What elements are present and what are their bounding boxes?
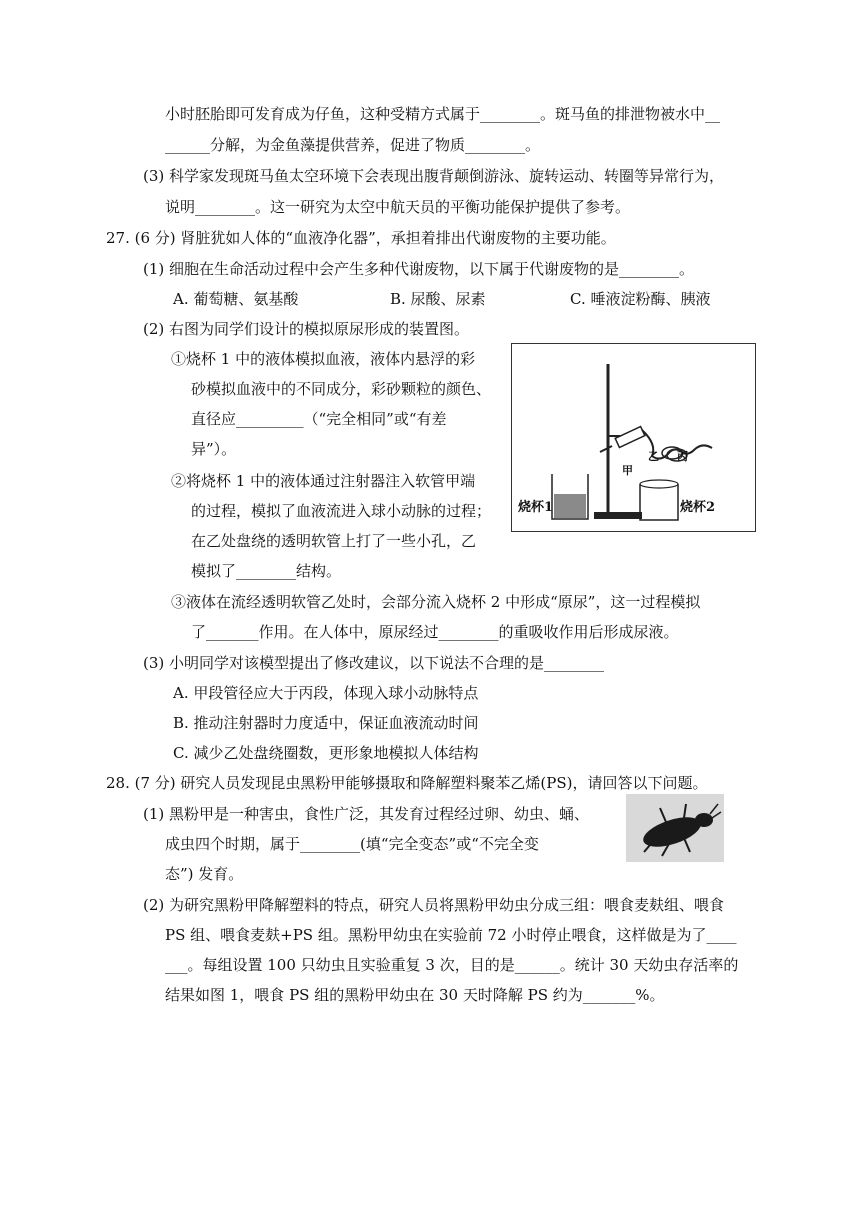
text-line: ③液体在流经透明软管乙处时，会部分流入烧杯 2 中形成“原尿”，这一过程模拟 — [171, 593, 701, 611]
question-27-title: 27. (6 分) 肾脏犹如人体的“血液净化器”，承担着排出代谢废物的主要功能。 — [106, 229, 616, 247]
text-line: 砂模拟血液中的不同成分，彩砂颗粒的颜色、 — [191, 380, 492, 398]
text-line: (2) 为研究黑粉甲降解塑料的特点，研究人员将黑粉甲幼虫分成三组：喂食麦麸组、喂食 — [143, 896, 725, 914]
option-b: B. 推动注射器时力度适中，保证血液流动时间 — [173, 714, 479, 732]
option-c: C. 唾液淀粉酶、胰液 — [570, 290, 711, 308]
label-jia: 甲 — [622, 464, 633, 477]
stand-base — [594, 512, 642, 519]
text-line: 结果如图 1，喂食 PS 组的黑粉甲幼虫在 30 天时降解 PS 约为_______%。 — [165, 986, 665, 1004]
text-line: ___。每组设置 100 只幼虫且实验重复 3 次，目的是______。统计 30 天幼虫存活率的 — [165, 956, 739, 974]
text-line: 异”）。 — [191, 440, 237, 458]
text-line: 了_______作用。在人体中，原尿经过________的重吸收作用后形成尿液。 — [191, 623, 679, 641]
text-line: (3) 小明同学对该模型提出了修改建议，以下说法不合理的是________ — [143, 654, 605, 672]
syringe-plunger — [600, 446, 612, 452]
option-a: A. 葡萄糖、氨基酸 — [173, 290, 299, 308]
syringe — [615, 427, 645, 448]
text-line: 的过程，模拟了血液流进入球小动脉的过程； — [191, 502, 492, 520]
option-a: A. 甲段管径应大于丙段，体现入球小动脉特点 — [173, 684, 479, 702]
label-bing: 丙 — [677, 450, 688, 463]
sand-particles — [554, 494, 586, 518]
option-b: B. 尿酸、尿素 — [390, 290, 486, 308]
text-line: 态”) 发育。 — [165, 865, 244, 883]
beetle-image — [626, 794, 724, 862]
text-line: ______分解，为金鱼藻提供营养，促进了物质________。 — [165, 136, 541, 154]
text-line: 直径应_________（“完全相同”或“有差 — [191, 410, 447, 428]
text-line: 模拟了________结构。 — [191, 562, 342, 580]
text-line: 小时胚胎即可发育成为仔鱼，这种受精方式属于________。斑马鱼的排泄物被水中__ — [165, 105, 721, 123]
text-line: 成虫四个时期，属于________(填“完全变态”或“不完全变 — [165, 835, 539, 853]
beaker-2-label: 烧杯2 — [680, 500, 716, 515]
text-line: (1) 细胞在生命活动过程中会产生多种代谢废物，以下属于代谢废物的是________。 — [143, 260, 695, 278]
option-c: C. 减少乙处盘绕圈数，更形象地模拟人体结构 — [173, 744, 479, 762]
text-line: 在乙处盘绕的透明软管上打了一些小孔，乙 — [191, 532, 477, 550]
label-yi: 乙 — [648, 450, 659, 463]
text-line: (2) 右图为同学们设计的模拟原尿形成的装置图。 — [143, 320, 470, 338]
beaker-2 — [640, 484, 678, 520]
text-line: (1) 黑粉甲是一种害虫，食性广泛，其发育过程经过卵、幼虫、蛹、 — [143, 805, 590, 823]
question-28-title: 28. (7 分) 研究人员发现昆虫黑粉甲能够摄取和降解塑料聚苯乙烯(PS)，请回答以下问题。 — [106, 774, 708, 792]
text-line: ②将烧杯 1 中的液体通过注射器注入软管甲端 — [171, 472, 476, 490]
beaker-1-label: 烧杯1 — [518, 500, 554, 515]
text-line: ①烧杯 1 中的液体模拟血液，液体内悬浮的彩 — [171, 350, 476, 368]
beaker-2-rim — [640, 480, 678, 488]
text-line: (3) 科学家发现斑马鱼太空环境下会表现出腹背颠倒游泳、旋转运动、转圈等异常行为， — [143, 167, 725, 185]
apparatus-figure — [511, 343, 756, 532]
text-line: PS 组、喂食麦麸+PS 组。黑粉甲幼虫在实验前 72 小时停止喂食，这样做是为了____ — [165, 926, 737, 944]
text-line: 说明________。这一研究为太空中航天员的平衡功能保护提供了参考。 — [165, 198, 631, 216]
beetle-photo — [626, 794, 724, 862]
